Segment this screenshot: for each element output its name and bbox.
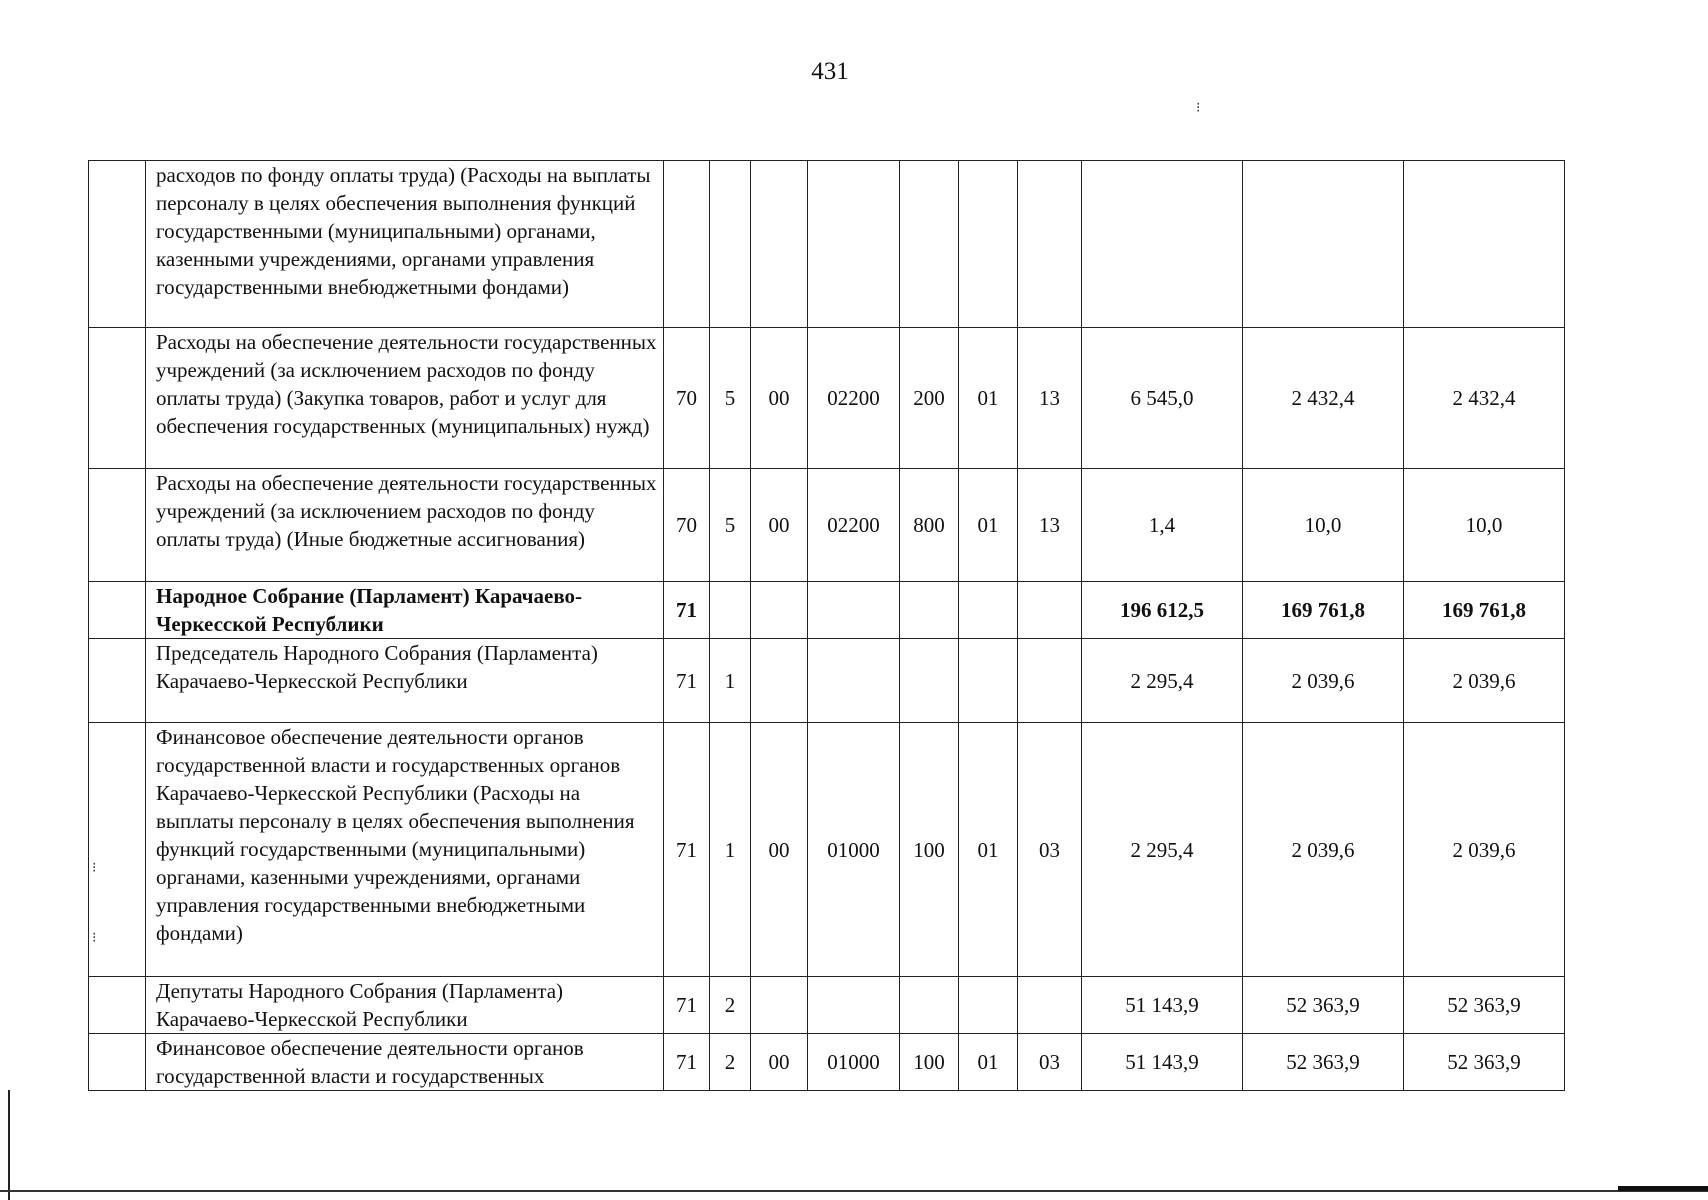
col-pr: [1018, 977, 1082, 1034]
col-glava: 70: [664, 469, 710, 582]
col-tsel-statya: 02200: [808, 469, 900, 582]
col-vid-raskhodov: [900, 639, 959, 723]
col-vid-raskhodov: 100: [900, 723, 959, 977]
value-2022: 2 432,4: [1404, 328, 1565, 469]
col-pr: [1018, 161, 1082, 328]
col-razdel: 5: [710, 328, 751, 469]
value-2021: 52 363,9: [1243, 1034, 1404, 1091]
col-razdel: 2: [710, 977, 751, 1034]
col-tsel-statya: [808, 977, 900, 1034]
col-vid-raskhodov: 800: [900, 469, 959, 582]
value-2021: 2 039,6: [1243, 723, 1404, 977]
row-name: Расходы на обеспечение деятельности государственных учреждений (за исключением расходов по фонду оплаты труда) (Иные бюджетные ассигнования): [146, 469, 664, 582]
value-2021: 52 363,9: [1243, 977, 1404, 1034]
row-name: расходов по фонду оплаты труда) (Расходы на выплаты персоналу в целях обеспечения выполнения функций государственными (муниципальными) органами, казенными учреждениями, органами управления государственными внебюджетными фондами): [146, 161, 664, 328]
scan-artifact: ⁝: [92, 931, 97, 946]
table-row: [89, 723, 1565, 977]
col-glava: 71: [664, 582, 710, 639]
col-glava: 71: [664, 723, 710, 977]
col-glava: 70: [664, 328, 710, 469]
row-name: Расходы на обеспечение деятельности государственных учреждений (за исключением расходов по фонду оплаты труда) (Закупка товаров, работ и услуг для обеспечения государственных (муниципальных) нужд): [146, 328, 664, 469]
table-row: [89, 582, 1565, 639]
col-rz: 01: [959, 469, 1018, 582]
col-vid-raskhodov: 200: [900, 328, 959, 469]
row-number-cell: [89, 582, 146, 639]
col-vid-raskhodov: [900, 582, 959, 639]
table-row: [89, 977, 1565, 1034]
col-pr: 13: [1018, 469, 1082, 582]
col-podrazdel: [751, 582, 808, 639]
col-razdel: 1: [710, 639, 751, 723]
col-tsel-statya: 01000: [808, 723, 900, 977]
row-number-cell: [89, 328, 146, 469]
col-glava: 71: [664, 1034, 710, 1091]
row-number-cell: [89, 723, 146, 977]
value-2022: 2 039,6: [1404, 723, 1565, 977]
col-rz: [959, 582, 1018, 639]
row-number-cell: [89, 161, 146, 328]
col-podrazdel: [751, 161, 808, 328]
col-podrazdel: [751, 639, 808, 723]
scan-artifact: ⁝: [1196, 101, 1201, 116]
col-tsel-statya: [808, 582, 900, 639]
col-vid-raskhodov: 100: [900, 1034, 959, 1091]
table-row: [89, 639, 1565, 723]
col-pr: 03: [1018, 723, 1082, 977]
col-razdel: 5: [710, 469, 751, 582]
col-tsel-statya: 01000: [808, 1034, 900, 1091]
value-2022: 2 039,6: [1404, 639, 1565, 723]
row-name: Председатель Народного Собрания (Парламента) Карачаево-Черкесской Республики: [146, 639, 664, 723]
value-2021: 2 432,4: [1243, 328, 1404, 469]
value-2022: 52 363,9: [1404, 977, 1565, 1034]
value-2020: 2 295,4: [1082, 639, 1243, 723]
col-razdel: [710, 582, 751, 639]
col-razdel: 1: [710, 723, 751, 977]
row-number-cell: [89, 1034, 146, 1091]
col-podrazdel: [751, 977, 808, 1034]
col-glava: 71: [664, 639, 710, 723]
table-row: [89, 161, 1565, 328]
value-2021: 10,0: [1243, 469, 1404, 582]
row-number-cell: [89, 977, 146, 1034]
col-razdel: [710, 161, 751, 328]
value-2022: 169 761,8: [1404, 582, 1565, 639]
row-number-cell: [89, 639, 146, 723]
col-vid-raskhodov: [900, 977, 959, 1034]
col-podrazdel: 00: [751, 469, 808, 582]
value-2021: [1243, 161, 1404, 328]
col-pr: [1018, 582, 1082, 639]
page-number: 431: [811, 58, 849, 85]
col-tsel-statya: [808, 161, 900, 328]
col-glava: [664, 161, 710, 328]
col-tsel-statya: 02200: [808, 328, 900, 469]
value-2020: 1,4: [1082, 469, 1243, 582]
row-name: Финансовое обеспечение деятельности органов государственной власти и государственных органов Карачаево-Черкесской Республики (Расходы на выплаты персоналу в целях обеспечения выполнения функций государственными (муниципальными) органами, казенными учреждениями, органами управления государственными внебюджетными фондами): [146, 723, 664, 977]
value-2022: 52 363,9: [1404, 1034, 1565, 1091]
scan-edge-left: [8, 1090, 10, 1200]
value-2021: 169 761,8: [1243, 582, 1404, 639]
col-podrazdel: 00: [751, 328, 808, 469]
col-razdel: 2: [710, 1034, 751, 1091]
col-rz: [959, 977, 1018, 1034]
value-2020: 2 295,4: [1082, 723, 1243, 977]
scan-artifact: ⁝: [92, 861, 97, 876]
row-name: Депутаты Народного Собрания (Парламента) Карачаево-Черкесской Республики: [146, 977, 664, 1034]
col-vid-raskhodov: [900, 161, 959, 328]
scan-edge-bottom: [0, 1190, 1708, 1192]
col-rz: 01: [959, 1034, 1018, 1091]
value-2020: 51 143,9: [1082, 977, 1243, 1034]
col-rz: 01: [959, 723, 1018, 977]
row-name: Финансовое обеспечение деятельности органов государственной власти и государственных: [146, 1034, 664, 1091]
value-2022: 10,0: [1404, 469, 1565, 582]
value-2021: 2 039,6: [1243, 639, 1404, 723]
col-tsel-statya: [808, 639, 900, 723]
value-2020: 6 545,0: [1082, 328, 1243, 469]
value-2020: 51 143,9: [1082, 1034, 1243, 1091]
value-2020: 196 612,5: [1082, 582, 1243, 639]
col-rz: 01: [959, 328, 1018, 469]
row-name: Народное Собрание (Парламент) Карачаево-Черкесской Республики: [146, 582, 664, 639]
table-row: [89, 1034, 1565, 1091]
col-pr: [1018, 639, 1082, 723]
budget-table: [88, 160, 1565, 1091]
col-podrazdel: 00: [751, 723, 808, 977]
table-row: [89, 328, 1565, 469]
col-glava: 71: [664, 977, 710, 1034]
scan-edge-bottom-right: [1618, 1186, 1708, 1191]
row-number-cell: [89, 469, 146, 582]
value-2022: [1404, 161, 1565, 328]
col-pr: 03: [1018, 1034, 1082, 1091]
col-rz: [959, 161, 1018, 328]
value-2020: [1082, 161, 1243, 328]
col-podrazdel: 00: [751, 1034, 808, 1091]
col-pr: 13: [1018, 328, 1082, 469]
table-row: [89, 469, 1565, 582]
col-rz: [959, 639, 1018, 723]
